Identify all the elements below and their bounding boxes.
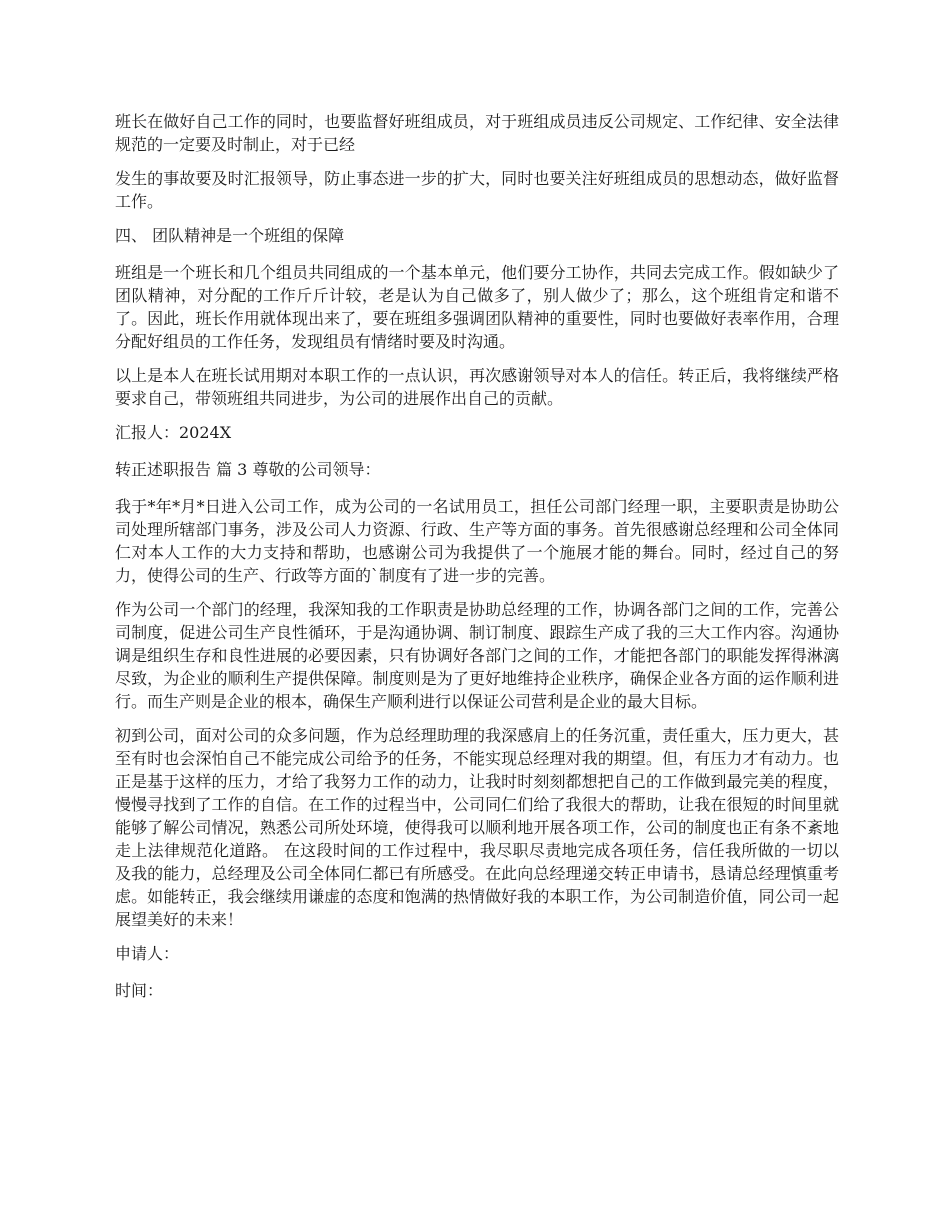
date-line: 时间：: [115, 981, 164, 1000]
paragraph-team-spirit: 班组是一个班长和几个组员共同组成的一个基本单元，他们要分工协作，共同去完成工作。假如缺少了团队精神，对分配的工作斤斤计较，老是认为自己做多了，别人做少了；那么，这个班组肯定和谐不了。因此，班长作用就体现出来了，要在班组多强调团队精神的重要性，同时也要做好表率作用，合理分配好组员的工作任务，发现组员有情绪时要及时沟通。: [115, 263, 839, 351]
reporter-line: 汇报人：2024X: [115, 423, 232, 442]
paragraph-experience: 初到公司，面对公司的众多问题，作为总经理助理的我深感肩上的任务沉重，责任重大，压力更大，甚至有时也会深怕自己不能完成公司给予的任务，不能实现总经理对我的期望。但，有压力才有动力。也正是基于这样的压力，才给了我努力工作的动力，让我时时刻刻都想把自己的工作做到最完美的程度，慢慢寻找到了工作的自信。在工作的过程当中，公司同仁们给了我很大的帮助，让我在很短的时间里就能够了解公司情况，熟悉公司所处环境，使得我可以顺利地开展各项工作，公司的制度也正有条不紊地走上法律规范化道路。 在这段时间的工作过程中，我尽职尽责地完成各项任务，信任我所做的一切以及我的能力，总经理及公司全体同仁都已有所感受。在此向总经理递交转正申请书，恳请总经理慎重考虑。如能转正，我会继续用谦虚的态度和饱满的热情做好我的本职工作，为公司制造价值，同公司一起展望美好的未来！: [115, 726, 839, 929]
report-3-heading: 转正述职报告 篇 3 尊敬的公司领导：: [115, 460, 381, 479]
paragraph-reporting: 发生的事故要及时汇报领导，防止事态进一步的扩大，同时也要关注好班组成员的思想动态，做好监督工作。: [115, 169, 839, 211]
section-heading-team-spirit: 四、 团队精神是一个班组的保障: [115, 226, 345, 245]
applicant-line: 申请人：: [115, 944, 180, 963]
paragraph-introduction: 我于*年*月*日进入公司工作，成为公司的一名试用员工，担任公司部门经理一职，主要职责是协助公司处理所辖部门事务，涉及公司人力资源、行政、生产等方面的事务。首先很感谢总经理和公司全体同仁对本人工作的大力支持和帮助，也感谢公司为我提供了一个施展才能的舞台。同时，经过自己的努力，使得公司的生产、行政等方面的`制度有了进一步的完善。: [115, 497, 839, 585]
document-page: [115, 110, 839, 1016]
paragraph-conclusion: 以上是本人在班长试用期对本职工作的一点认识，再次感谢领导对本人的信任。转正后，我将继续严格要求自己，带领班组共同进步，为公司的进展作出自己的贡献。: [115, 366, 839, 408]
paragraph-duties: 作为公司一个部门的经理，我深知我的工作职责是协助总经理的工作，协调各部门之间的工作，完善公司制度，促进公司生产良性循环，于是沟通协调、制订制度、跟踪生产成了我的三大工作内容。沟通协调是组织生存和良性进展的必要因素，只有协调好各部门之间的工作，才能把各部门的职能发挥得淋漓尽致，为企业的顺利生产提供保障。制度则是为了更好地维持企业秩序，确保企业各方面的运作顺利进行。而生产则是企业的根本，确保生产顺利进行以保证公司营利是企业的最大目标。: [115, 600, 839, 711]
paragraph-supervision: 班长在做好自己工作的同时，也要监督好班组成员，对于班组成员违反公司规定、工作纪律、安全法律规范的一定要及时制止，对于已经: [115, 112, 839, 154]
